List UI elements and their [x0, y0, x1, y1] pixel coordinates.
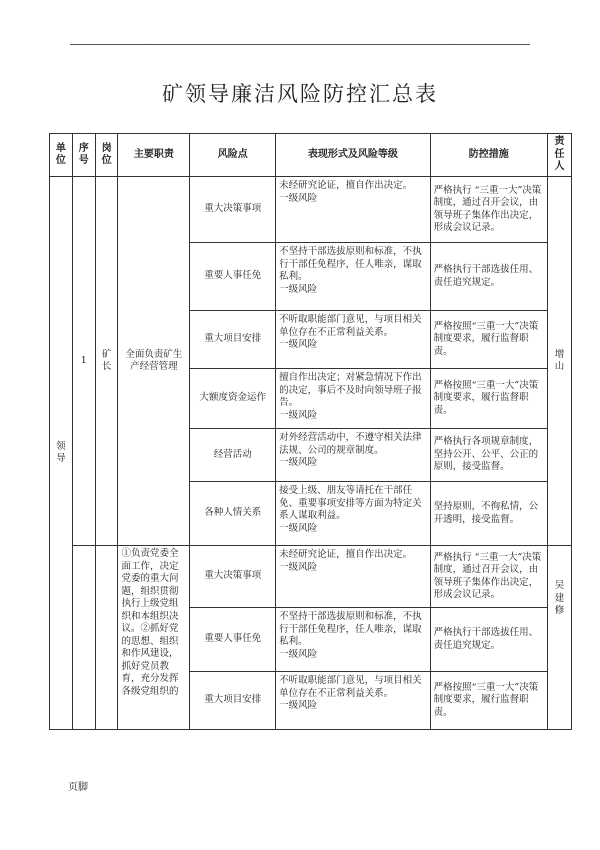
person-cell: 增山 — [548, 177, 572, 546]
unit-cell: 领导 — [50, 177, 73, 730]
header-dot-right: . — [447, 38, 450, 47]
risk-cell: 重要人事任免 — [190, 608, 276, 672]
person-cell: 吴建修 — [548, 546, 572, 730]
desc-cell — [276, 608, 430, 672]
header-seq: 序号 — [72, 134, 95, 177]
risk-cell: 重大决策事项 — [190, 177, 276, 243]
risk-level: 一级风险 — [279, 192, 318, 204]
header-duty: 主要职责 — [118, 134, 190, 177]
page-footer: 页脚 — [68, 782, 88, 793]
post-cell-empty — [95, 546, 118, 730]
risk-level: 一级风险 — [279, 409, 318, 421]
desc-cell — [276, 369, 430, 429]
risk-level: 一级风险 — [279, 283, 318, 295]
header-risk: 风险点 — [190, 134, 276, 177]
post-cell: 矿长 — [95, 177, 118, 546]
risk-cell: 重大项目安排 — [190, 672, 276, 730]
risk-level: 一级风险 — [279, 561, 318, 573]
control-cell: 严格执行各项规章制度，坚持公开、公平、公正的原则，接受监督。 — [430, 429, 547, 482]
desc-cell — [276, 429, 430, 482]
desc-cell — [276, 177, 430, 243]
duty-cell: ①负责党委全面工作，决定党委的重大问题，组织贯彻执行上级党组织和本组织决议。②抓好党的思想、组织和作风建设，抓好党员教育，充分发挥各级党组织的 — [118, 546, 190, 730]
risk-cell: 重大决策事项 — [190, 546, 276, 608]
control-cell: 严格执行干部选拔任用、责任追究规定。 — [430, 608, 547, 672]
table-row — [50, 546, 572, 608]
seq-cell: 1 — [72, 177, 95, 546]
header-desc: 表现形式及风险等级 — [276, 134, 430, 177]
risk-cell: 重大项目安排 — [190, 311, 276, 369]
desc-cell — [276, 546, 430, 608]
risk-cell: 重要人事任免 — [190, 243, 276, 311]
seq-cell-empty — [72, 546, 95, 730]
risk-level: 一级风险 — [279, 457, 318, 468]
header-post: 岗位 — [95, 134, 118, 177]
header-unit: 单位 — [50, 134, 73, 177]
desc-cell — [276, 243, 430, 311]
table-row — [50, 177, 572, 243]
desc-text: 未经研究论证，擅自作出决定。 — [279, 180, 413, 191]
header-dot-left: . — [150, 38, 153, 47]
risk-level: 一级风险 — [279, 700, 318, 711]
desc-text: 不听取职能部门意见，与项目相关单位存在不正常利益关系。 — [279, 314, 422, 338]
desc-cell — [276, 672, 430, 730]
control-cell: 严格执行 “三重一大”决策制度，通过召开会议，由领导班子集体作出决定，形成会议记录。 — [430, 546, 547, 608]
risk-level: 一级风险 — [279, 648, 318, 660]
header-person: 责任人 — [548, 134, 572, 177]
page-title: 矿领导廉洁风险防控汇总表 — [162, 82, 438, 106]
control-cell: 严格按照“三重一大”决策制度要求，履行监督职责。 — [430, 311, 547, 369]
desc-text: 不听取职能部门意见，与项目相关单位存在不正常利益关系。 — [279, 675, 422, 699]
desc-cell — [276, 482, 430, 546]
risk-cell: 大额度资金运作 — [190, 369, 276, 429]
control-cell: 坚持原则，不徇私情，公开透明，接受监督。 — [430, 482, 547, 546]
header-row — [50, 134, 572, 177]
risk-cell: 经营活动 — [190, 429, 276, 482]
desc-text: 未经研究论证，擅自作出决定。 — [279, 549, 413, 560]
header-control: 防控措施 — [430, 134, 547, 177]
desc-text: 对外经营活动中，不遵守相关法律法规、公司的规章制度。 — [279, 432, 422, 456]
desc-text: 不坚持干部选拔原则和标准，不执行干部任免程序，任人唯亲，谋取私利。 — [279, 246, 422, 282]
duty-cell: 全面负责矿生产经营管理 — [118, 177, 190, 546]
risk-table — [49, 133, 572, 730]
header-rule — [70, 44, 530, 45]
desc-text: 擅自作出决定；对紧急情况下作出的决定，事后不及时向领导班子报告。 — [279, 372, 422, 408]
control-cell: 严格按照“三重一大”决策制度要求，履行监督职责。 — [430, 672, 547, 730]
control-cell: 严格执行干部选拔任用、责任追究规定。 — [430, 243, 547, 311]
risk-level: 一级风险 — [279, 522, 318, 534]
desc-cell — [276, 311, 430, 369]
risk-level: 一级风险 — [279, 339, 318, 350]
control-cell: 严格执行 “三重一大”决策制度，通过召开会议，由领导班子集体作出决定，形成会议记录。 — [430, 177, 547, 243]
risk-cell: 各种人情关系 — [190, 482, 276, 546]
control-cell: 严格按照“三重一大”决策制度要求，履行监督职责。 — [430, 369, 547, 429]
desc-text: 接受上级、朋友等请托在干部任免、重要事项安排等方面为特定关系人谋取利益。 — [279, 485, 422, 521]
desc-text: 不坚持干部选拔原则和标准，不执行干部任免程序，任人唯亲，谋取私利。 — [279, 611, 422, 647]
